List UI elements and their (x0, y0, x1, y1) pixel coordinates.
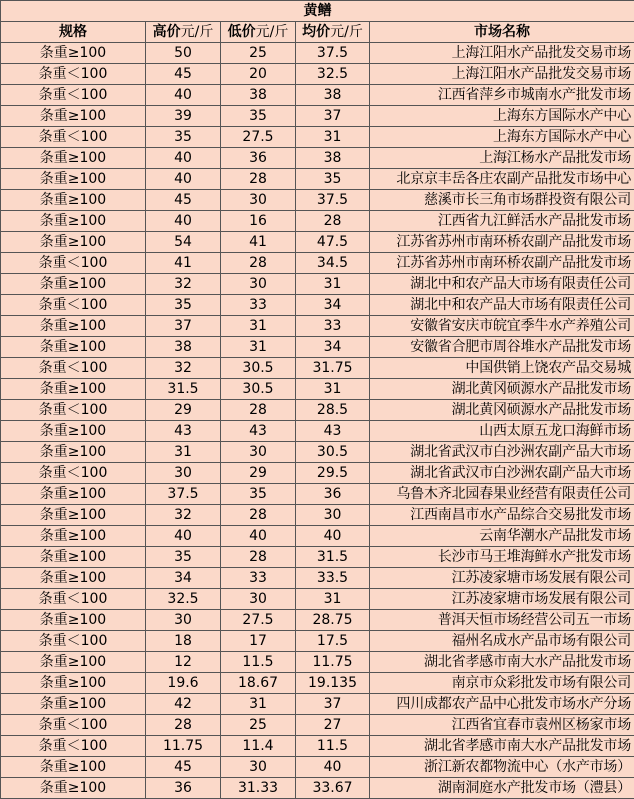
cell-high: 37.5 (146, 484, 221, 505)
cell-spec: 条重≥100 (1, 148, 146, 169)
cell-high: 19.6 (146, 673, 221, 694)
cell-spec: 条重≥100 (1, 505, 146, 526)
cell-market: 江苏省苏州市南环桥农副产品批发市场 (370, 253, 634, 274)
cell-market: 福州名成水产品市场有限公司 (370, 631, 634, 652)
cell-market: 上海江杨水产品批发市场 (370, 148, 634, 169)
cell-avg: 33.67 (296, 778, 370, 799)
cell-low: 30 (221, 274, 296, 295)
cell-avg: 28.75 (296, 610, 370, 631)
table-body (1, 43, 634, 799)
cell-avg: 33.5 (296, 568, 370, 589)
header-high-label: 高价 (152, 24, 181, 40)
cell-market: 云南华潮水产品批发市场 (370, 526, 634, 547)
table-row (1, 379, 634, 400)
cell-avg: 17.5 (296, 631, 370, 652)
table-row (1, 547, 634, 568)
cell-avg: 32.5 (296, 64, 370, 85)
cell-market: 上海东方国际水产中心 (370, 127, 634, 148)
cell-spec: 条重≥100 (1, 169, 146, 190)
cell-spec: 条重＜100 (1, 463, 146, 484)
cell-avg: 31 (296, 274, 370, 295)
header-low (221, 22, 296, 43)
cell-high: 35 (146, 127, 221, 148)
cell-low: 29 (221, 463, 296, 484)
cell-market: 湖北省孝感市南大水产品批发市场 (370, 652, 634, 673)
cell-spec: 条重≥100 (1, 673, 146, 694)
title-row (1, 1, 634, 22)
cell-avg: 11.75 (296, 652, 370, 673)
cell-high: 40 (146, 148, 221, 169)
cell-low: 18.67 (221, 673, 296, 694)
cell-high: 11.75 (146, 736, 221, 757)
cell-market: 上海东方国际水产中心 (370, 106, 634, 127)
cell-spec: 条重≥100 (1, 421, 146, 442)
header-row (1, 22, 634, 43)
cell-low: 28 (221, 547, 296, 568)
header-low-label: 低价 (227, 24, 256, 40)
cell-market: 南京市众彩批发市场有限公司 (370, 673, 634, 694)
cell-market: 江西南昌市水产品综合交易批发市场 (370, 505, 634, 526)
cell-spec: 条重≥100 (1, 232, 146, 253)
cell-avg: 31 (296, 379, 370, 400)
table-row (1, 610, 634, 631)
cell-low: 28 (221, 505, 296, 526)
cell-spec: 条重≥100 (1, 43, 146, 64)
cell-avg: 30.5 (296, 442, 370, 463)
cell-high: 41 (146, 253, 221, 274)
cell-low: 28 (221, 400, 296, 421)
cell-low: 28 (221, 169, 296, 190)
cell-market: 湖北中和农产品大市场有限责任公司 (370, 274, 634, 295)
cell-avg: 37.5 (296, 43, 370, 64)
cell-low: 38 (221, 85, 296, 106)
header-spec: 规格 (1, 22, 146, 43)
header-avg (296, 22, 370, 43)
cell-market: 湖北中和农产品大市场有限责任公司 (370, 295, 634, 316)
cell-high: 40 (146, 85, 221, 106)
cell-high: 32 (146, 358, 221, 379)
cell-market: 乌鲁木齐北园春果业经营有限责任公司 (370, 484, 634, 505)
header-low-unit: 元/斤 (255, 24, 289, 40)
cell-high: 30 (146, 463, 221, 484)
header-market: 市场名称 (370, 22, 634, 43)
cell-high: 34 (146, 568, 221, 589)
cell-market: 湖南洞庭水产批发市场（澧县） (370, 778, 634, 799)
cell-avg: 34 (296, 337, 370, 358)
cell-market: 中国供销上饶农产品交易城 (370, 358, 634, 379)
table-row (1, 190, 634, 211)
table-row (1, 694, 634, 715)
cell-avg: 37 (296, 694, 370, 715)
cell-market: 湖北省孝感市南大水产品批发市场 (370, 736, 634, 757)
cell-low: 31.33 (221, 778, 296, 799)
cell-avg: 31.5 (296, 547, 370, 568)
cell-market: 山西太原五龙口海鲜市场 (370, 421, 634, 442)
cell-avg: 47.5 (296, 232, 370, 253)
header-high (146, 22, 221, 43)
cell-low: 30.5 (221, 358, 296, 379)
table-row (1, 211, 634, 232)
table-row (1, 484, 634, 505)
cell-market: 江西省宜春市袁州区杨家市场 (370, 715, 634, 736)
cell-high: 43 (146, 421, 221, 442)
cell-high: 39 (146, 106, 221, 127)
cell-avg: 30 (296, 505, 370, 526)
cell-spec: 条重≥100 (1, 652, 146, 673)
cell-high: 54 (146, 232, 221, 253)
cell-avg: 28.5 (296, 400, 370, 421)
cell-market: 江苏省苏州市南环桥农副产品批发市场 (370, 232, 634, 253)
cell-spec: 条重≥100 (1, 337, 146, 358)
cell-high: 37 (146, 316, 221, 337)
cell-high: 32 (146, 274, 221, 295)
table-row (1, 736, 634, 757)
cell-high: 35 (146, 547, 221, 568)
cell-low: 33 (221, 568, 296, 589)
cell-market: 安徽省合肥市周谷堆水产品批发市场 (370, 337, 634, 358)
cell-high: 31.5 (146, 379, 221, 400)
table-title: 黄鳝 (1, 1, 634, 22)
cell-low: 35 (221, 484, 296, 505)
cell-spec: 条重＜100 (1, 295, 146, 316)
cell-low: 31 (221, 694, 296, 715)
cell-spec: 条重≥100 (1, 106, 146, 127)
cell-market: 湖北黄冈硕源水产品批发市场 (370, 400, 634, 421)
table-row (1, 43, 634, 64)
table-row (1, 526, 634, 547)
header-avg-unit: 元/斤 (330, 24, 363, 40)
table-row (1, 757, 634, 778)
cell-high: 40 (146, 526, 221, 547)
cell-avg: 29.5 (296, 463, 370, 484)
cell-high: 50 (146, 43, 221, 64)
cell-spec: 条重≥100 (1, 526, 146, 547)
header-avg-label: 均价 (302, 24, 331, 40)
cell-high: 18 (146, 631, 221, 652)
table-row (1, 463, 634, 484)
cell-market: 江西省萍乡市城南水产批发市场 (370, 85, 634, 106)
cell-low: 30 (221, 757, 296, 778)
cell-market: 普洱天恒市场经营公司五一市场 (370, 610, 634, 631)
cell-market: 江苏凌家塘市场发展有限公司 (370, 589, 634, 610)
cell-market: 江苏凌家塘市场发展有限公司 (370, 568, 634, 589)
cell-market: 上海江阳水产品批发交易市场 (370, 43, 634, 64)
cell-high: 40 (146, 169, 221, 190)
cell-avg: 40 (296, 526, 370, 547)
table-row (1, 505, 634, 526)
cell-low: 41 (221, 232, 296, 253)
table-row (1, 673, 634, 694)
cell-spec: 条重≥100 (1, 442, 146, 463)
cell-spec: 条重≥100 (1, 274, 146, 295)
table-row (1, 442, 634, 463)
cell-avg: 34.5 (296, 253, 370, 274)
cell-high: 32 (146, 505, 221, 526)
cell-high: 35 (146, 295, 221, 316)
cell-high: 42 (146, 694, 221, 715)
cell-market: 江西省九江鲜活水产品批发市场 (370, 211, 634, 232)
table-row (1, 652, 634, 673)
cell-spec: 条重≥100 (1, 547, 146, 568)
cell-avg: 38 (296, 85, 370, 106)
cell-low: 25 (221, 43, 296, 64)
cell-low: 40 (221, 526, 296, 547)
cell-spec: 条重＜100 (1, 589, 146, 610)
cell-low: 17 (221, 631, 296, 652)
cell-spec: 条重＜100 (1, 400, 146, 421)
cell-avg: 36 (296, 484, 370, 505)
cell-avg: 31.75 (296, 358, 370, 379)
table-row (1, 148, 634, 169)
cell-avg: 28 (296, 211, 370, 232)
cell-spec: 条重≥100 (1, 190, 146, 211)
cell-high: 36 (146, 778, 221, 799)
cell-spec: 条重＜100 (1, 631, 146, 652)
cell-low: 20 (221, 64, 296, 85)
cell-low: 11.4 (221, 736, 296, 757)
cell-high: 30 (146, 610, 221, 631)
table-row (1, 358, 634, 379)
table-row (1, 253, 634, 274)
cell-spec: 条重＜100 (1, 127, 146, 148)
cell-low: 27.5 (221, 127, 296, 148)
cell-avg: 35 (296, 169, 370, 190)
cell-market: 湖北省武汉市白沙洲农副产品大市场 (370, 442, 634, 463)
cell-avg: 11.5 (296, 736, 370, 757)
table-row (1, 589, 634, 610)
cell-spec: 条重≥100 (1, 610, 146, 631)
table-row (1, 337, 634, 358)
cell-low: 31 (221, 316, 296, 337)
table-row (1, 64, 634, 85)
cell-low: 30.5 (221, 379, 296, 400)
table-row (1, 400, 634, 421)
cell-spec: 条重≥100 (1, 316, 146, 337)
cell-avg: 31 (296, 127, 370, 148)
cell-low: 30 (221, 442, 296, 463)
cell-market: 长沙市马王堆海鲜水产批发市场 (370, 547, 634, 568)
cell-market: 浙江新农都物流中心（水产市场） (370, 757, 634, 778)
cell-low: 31 (221, 337, 296, 358)
cell-low: 25 (221, 715, 296, 736)
cell-market: 湖北黄冈硕源水产品批发市场 (370, 379, 634, 400)
cell-low: 27.5 (221, 610, 296, 631)
cell-low: 35 (221, 106, 296, 127)
table-row (1, 127, 634, 148)
cell-spec: 条重＜100 (1, 715, 146, 736)
cell-spec: 条重＜100 (1, 85, 146, 106)
cell-spec: 条重≥100 (1, 379, 146, 400)
cell-avg: 34 (296, 295, 370, 316)
table-row (1, 778, 634, 799)
cell-spec: 条重≥100 (1, 568, 146, 589)
cell-avg: 38 (296, 148, 370, 169)
cell-high: 12 (146, 652, 221, 673)
cell-market: 北京京丰岳各庄农副产品批发市场中心 (370, 169, 634, 190)
table-row (1, 295, 634, 316)
table-row (1, 169, 634, 190)
cell-low: 11.5 (221, 652, 296, 673)
table-row (1, 106, 634, 127)
cell-low: 43 (221, 421, 296, 442)
cell-market: 安徽省安庆市皖宜季牛水产养殖公司 (370, 316, 634, 337)
header-high-unit: 元/斤 (180, 24, 214, 40)
cell-high: 45 (146, 64, 221, 85)
cell-avg: 37.5 (296, 190, 370, 211)
cell-low: 30 (221, 190, 296, 211)
table-row (1, 316, 634, 337)
cell-high: 31 (146, 442, 221, 463)
cell-market: 慈溪市长三角市场群投资有限公司 (370, 190, 634, 211)
table-row (1, 232, 634, 253)
cell-spec: 条重≥100 (1, 694, 146, 715)
cell-low: 28 (221, 253, 296, 274)
cell-low: 30 (221, 589, 296, 610)
cell-high: 38 (146, 337, 221, 358)
cell-spec: 条重≥100 (1, 211, 146, 232)
cell-avg: 43 (296, 421, 370, 442)
cell-market: 四川成都农产品中心批发市场水产分场 (370, 694, 634, 715)
table-row (1, 631, 634, 652)
table-row (1, 568, 634, 589)
cell-avg: 27 (296, 715, 370, 736)
cell-market: 上海江阳水产品批发交易市场 (370, 64, 634, 85)
cell-avg: 31 (296, 589, 370, 610)
cell-spec: 条重＜100 (1, 64, 146, 85)
cell-spec: 条重＜100 (1, 253, 146, 274)
cell-low: 16 (221, 211, 296, 232)
cell-spec: 条重＜100 (1, 358, 146, 379)
cell-avg: 37 (296, 106, 370, 127)
cell-avg: 19.135 (296, 673, 370, 694)
cell-low: 36 (221, 148, 296, 169)
cell-spec: 条重＜100 (1, 736, 146, 757)
cell-spec: 条重≥100 (1, 484, 146, 505)
cell-low: 33 (221, 295, 296, 316)
cell-high: 40 (146, 211, 221, 232)
cell-high: 32.5 (146, 589, 221, 610)
cell-high: 29 (146, 400, 221, 421)
cell-avg: 33 (296, 316, 370, 337)
table-row (1, 274, 634, 295)
cell-high: 28 (146, 715, 221, 736)
cell-spec: 条重≥100 (1, 757, 146, 778)
cell-spec: 条重≥100 (1, 778, 146, 799)
cell-market: 湖北省武汉市白沙洲农副产品大市场 (370, 463, 634, 484)
table-row (1, 421, 634, 442)
cell-high: 45 (146, 190, 221, 211)
cell-high: 45 (146, 757, 221, 778)
cell-avg: 40 (296, 757, 370, 778)
table-row (1, 715, 634, 736)
table-row (1, 85, 634, 106)
